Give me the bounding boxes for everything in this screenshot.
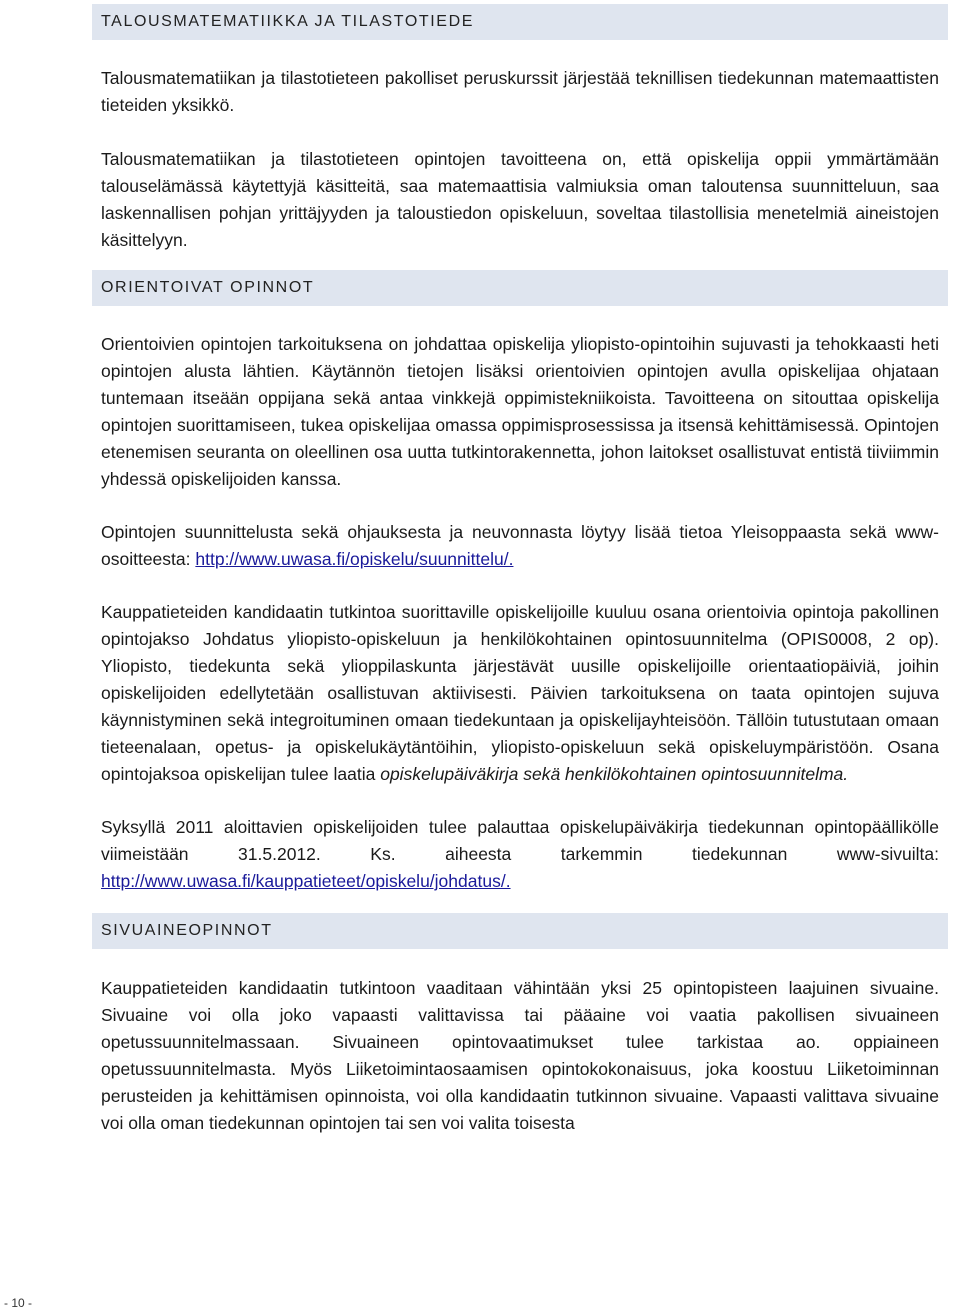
paragraph (92, 599, 948, 788)
paragraph-text: Kauppatieteiden kandidaatin tutkintoa suorittaville opiskelijoille kuuluu osana orientoivia opintoja pakollinen opintojakso Johdatus yliopisto-opiskeluun ja henkilökohtainen opintosuunnitelma (OPIS0008, 2 op). Yliopisto, tiedekunta sekä ylioppilaskunta järjestävät uusille opiskelijoille orientaatiopäiviä, joihin opiskelijoiden edellytetään osallistuvan aktiivisesti. Päivien tarkoituksena on taata opintojen sujuva käynnistyminen sekä integroituminen omaan tiedekuntaan ja opiskelijayhteisöön. Tällöin tutustutaan omaan tieteenalaan, opetus- ja opiskelukäytäntöihin, yliopisto-opiskeluun sekä opiskeluympäristöön. Osana opintojaksoa opiskelijan tulee laatia (101, 602, 939, 784)
paragraph: Orientoivien opintojen tarkoituksena on johdattaa opiskelija yliopisto-opintoihin sujuvasti ja tehokkaasti heti opintojen alusta lähtien. Käytännön tietojen lisäksi orientoivien opintojen avulla opiskelijaa ohjataan tuntemaan itseään oppijana sekä antaa vinkkejä oppimistekniikoista. Tavoitteena on sitouttaa opiskelija opintojen suorittamiseen, tukea opiskelijaa omassa oppimisprosessissa ja itsensä kehittämisessä. Opintojen etenemisen seuranta on oleellinen osa uutta tutkintorakennetta, johon laitokset osallistuvat entistä tiiviimmin yhdessä opiskelijoiden kanssa. (101, 334, 939, 489)
paragraph (92, 814, 948, 895)
paragraph (92, 519, 948, 573)
section-heading-sivuaineopinnot: SIVUAINEOPINNOT (92, 913, 948, 949)
italic-text: opiskelupäiväkirja sekä henkilökohtainen opintosuunnitelma. (380, 764, 849, 784)
document-page (92, 0, 948, 1137)
paragraph-text: Syksyllä 2011 aloittavien opiskelijoiden tulee palauttaa opiskelupäiväkirja tiedekunnan opintopäällikölle viimeistään 31.5.2012. Ks. aiheesta tarkemmin tiedekunnan www-sivuilta: (101, 817, 939, 864)
paragraph-text: Opintojen suunnittelusta sekä ohjauksesta ja neuvonnasta löytyy lisää tietoa Yleisoppaasta sekä www-osoitteesta: (101, 522, 939, 569)
link-suunnittelu[interactable]: http://www.uwasa.fi/opiskelu/suunnittelu/. (195, 549, 514, 569)
paragraph: Talousmatematiikan ja tilastotieteen pakolliset peruskurssit järjestää teknillisen tiedekunnan matemaattisten tieteiden yksikkö. (101, 68, 939, 115)
paragraph: Kauppatieteiden kandidaatin tutkintoon vaaditaan vähintään yksi 25 opintopisteen laajuinen sivuaine. Sivuaine voi olla joko vapaasti valittavissa tai pääaine voi vaatia pakollisen sivuaineen opetussuunnitelmassaan. Sivuaineen opintovaatimukset tulee tarkistaa ao. oppiaineen opetussuunnitelmasta. Myös Liiketoimintaosaamisen opintokokonaisuus, joka koostuu Liiketoiminnan perusteiden ja kehittämisen opinnoista, voi olla kandidaatin tutkinnon sivuaine. Vapaasti valittava sivuaine voi olla oman tiedekunnan opintojen tai sen voi valita toisesta (101, 978, 939, 1133)
paragraph: Talousmatematiikan ja tilastotieteen opintojen tavoitteena on, että opiskelija oppii ymmärtämään talouselämässä käytettyjä käsitteitä, saa matemaattisia valmiuksia oman taloutensa suunnitteluun, saa laskennallisen pohjan yrittäjyyden ja taloustiedon opiskeluun, soveltaa tilastollisia menetelmiä aineistojen käsittelyyn. (101, 149, 939, 250)
section-heading-talousmatematiikka: TALOUSMATEMATIIKKA JA TILASTOTIEDE (92, 4, 948, 40)
section-heading-orientoivat-opinnot: ORIENTOIVAT OPINNOT (92, 270, 948, 306)
link-johdatus[interactable]: http://www.uwasa.fi/kauppatieteet/opiskelu/johdatus/. (101, 871, 511, 891)
page-number: - 10 - (4, 1296, 33, 1310)
